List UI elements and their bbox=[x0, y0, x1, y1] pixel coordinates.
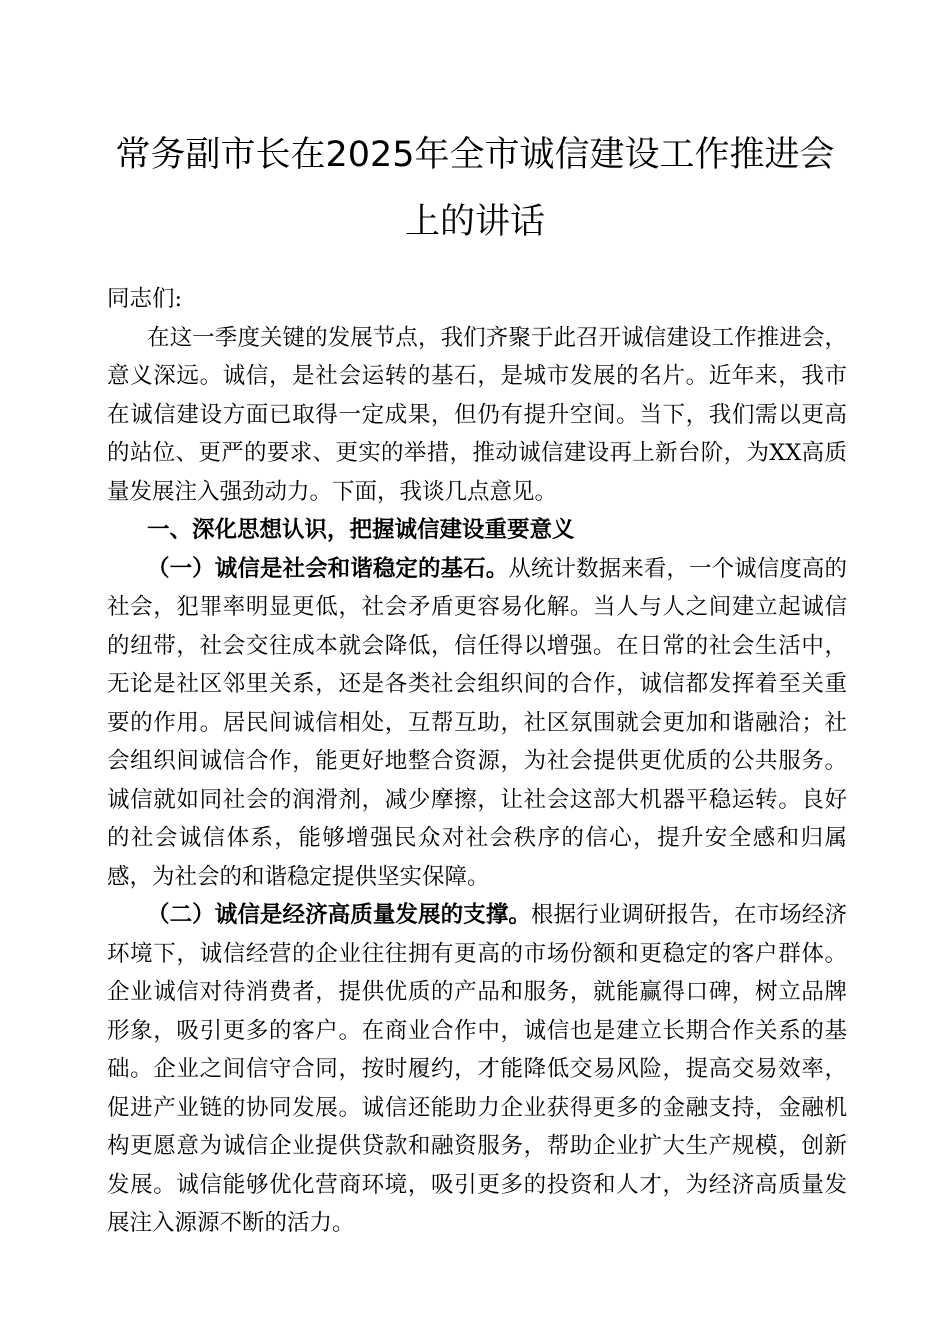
page-title-line-2: 上的讲话 bbox=[404, 202, 545, 242]
page-title-line-1: 常务副市长在2025年全市诚信建设工作推进会 bbox=[115, 135, 835, 175]
paragraph-2-lead: （二）诚信是经济高质量发展的支撑。 bbox=[147, 902, 531, 928]
paragraph-1 bbox=[107, 550, 847, 897]
section-heading-1: 一、深化思想认识，把握诚信建设重要意义 bbox=[147, 517, 575, 543]
paragraph-1-lead: （一）诚信是社会和谐稳定的基石。 bbox=[147, 555, 509, 582]
paragraph-1-body: 从统计数据来看，一个诚信度高的社会，犯罪率明显更低，社会矛盾更容易化解。当人与人之间建立起诚信的纽带，社会交往成本就会降低，信任得以增强。在日常的社会生活中，无论是社区邻里关系，还是各类社会组织间的合作，诚信都发挥着至关重要的作用。居民间诚信相处，互帮互助，社区氛围就会更加和谐融洽；社会组织间诚信合作，能更好地整合资源，为社会提供更优质的公共服务。诚信就如同社会的润滑剂，减少摩擦，让社会这部大机器平稳运转。良好的社会诚信体系，能够增强民众对社会秩序的信心，提升安全感和归属感，为社会的和谐稳定提供坚实保障。 bbox=[107, 555, 847, 890]
salutation: 同志们: bbox=[107, 286, 183, 312]
speech-body bbox=[107, 280, 847, 1243]
paragraph-2-body: 根据行业调研报告，在市场经济环境下，诚信经营的企业往往拥有更高的市场份额和更稳定的客户群体。企业诚信对待消费者，提供优质的产品和服务，就能赢得口碑，树立品牌形象，吸引更多的客户。在商业合作中，诚信也是建立长期合作关系的基础。企业之间信守合同，按时履约，才能降低交易风险，提高交易效率，促进产业链的协同发展。诚信还能助力企业获得更多的金融支持，金融机构更愿意为诚信企业提供贷款和融资服务，帮助企业扩大生产规模，创新发展。诚信能够优化营商环境，吸引更多的投资和人才，为经济高质量发展注入源源不断的活力。 bbox=[107, 902, 847, 1236]
paragraph-2 bbox=[107, 896, 847, 1243]
intro-paragraph: 在这一季度关键的发展节点，我们齐聚于此召开诚信建设工作推进会，意义深远。诚信，是社会运转的基石，是城市发展的名片。近年来，我市在诚信建设方面已取得一定成果，但仍有提升空间。当下，我们需以更高的站位、更严的要求、更实的举措，推动诚信建设再上新台阶，为XX高质量发展注入强劲动力。下面，我谈几点意见。 bbox=[107, 324, 847, 505]
